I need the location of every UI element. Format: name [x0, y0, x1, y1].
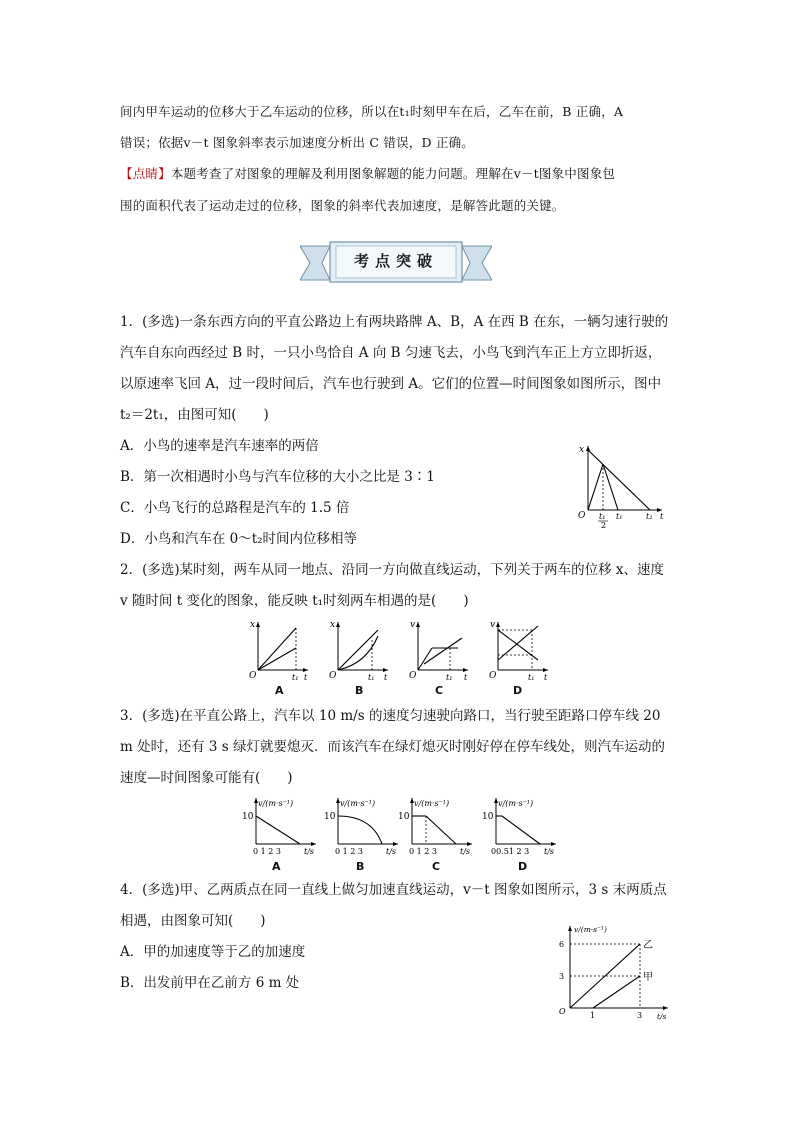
- q3a-v: 10: [242, 812, 254, 822]
- q4-option-b: B．出发前甲在乙前方 6 m 处: [120, 975, 300, 991]
- q2-label-c: C: [435, 684, 444, 697]
- q1-axis-y: x: [579, 445, 585, 455]
- q1-t1half-top: t₁: [599, 512, 606, 521]
- q1-option-b: B．第一次相遇时小鸟与汽车位移的大小之比是 3∶1: [120, 469, 435, 485]
- q4-option-a: A．甲的加速度等于乙的加速度: [120, 944, 306, 960]
- q1-graph: [570, 440, 670, 528]
- q2a-o: O: [249, 671, 257, 681]
- q3-label-b: B: [356, 860, 365, 873]
- banner-title: 考点突破: [353, 252, 438, 270]
- q2a-y: x: [250, 620, 256, 630]
- tip-line-2: 围的面积代表了运动走过的位移，图象的斜率代表加速度，是解答此题的关键。: [120, 198, 565, 213]
- q3-graph-b: [322, 796, 402, 858]
- q4-graph: [556, 922, 674, 1022]
- q3c-ticks: 0 1 2 3: [409, 847, 437, 856]
- q4-v3: 3: [559, 972, 565, 981]
- q3-label-c: C: [432, 860, 441, 873]
- q3d-ylab: v/(m·s⁻¹): [498, 799, 534, 808]
- q3b-t: t/s: [386, 847, 397, 856]
- q2a-t1: t₁: [292, 673, 299, 682]
- q1-origin: O: [578, 511, 586, 521]
- q2c-t: t: [464, 673, 468, 682]
- q4-t: t/s: [657, 1012, 667, 1021]
- tip-tag: 【点睛】: [120, 166, 171, 181]
- q4-o: O: [559, 1007, 566, 1016]
- q2-label-d: D: [513, 684, 523, 697]
- q3-label-d: D: [518, 860, 528, 873]
- q3-graph-a: [240, 796, 320, 858]
- tip-text-1: 本题考查了对图象的理解及利用图象解题的能力问题。理解在v－t图象中图象包: [170, 166, 616, 181]
- q3b-ylab: v/(m·s⁻¹): [340, 799, 376, 808]
- q4-line-2: 相遇，由图象可知( ): [120, 913, 266, 929]
- q1-option-c: C．小鸟飞行的总路程是汽车的 1.5 倍: [120, 500, 350, 516]
- q2c-t1: t₁: [446, 673, 453, 682]
- q2b-y: x: [330, 620, 336, 630]
- q1-line-1: 1．(多选)一条东西方向的平直公路边上有两块路牌 A、B，A 在西 B 在东，一辆匀速行驶的: [120, 314, 669, 330]
- q3a-ticks: 0 1 2 3: [253, 847, 281, 856]
- q2b-t: t: [384, 673, 388, 682]
- q3-line-3: 速度—时间图象可能有( ): [120, 770, 293, 786]
- q2c-y: v: [410, 620, 416, 630]
- q2d-y: v: [490, 620, 496, 630]
- q1-t2: t₂: [646, 512, 653, 521]
- intro-line-1: 间内甲车运动的位移大于乙车运动的位移，所以在t₁时刻甲车在后，乙车在前，B 正确，A: [120, 104, 624, 119]
- q1-option-a: A．小鸟的速率是汽车速率的两倍: [120, 438, 319, 454]
- q1-line-3: 以原速率飞回 A，过一段时间后，汽车也行驶到 A。它们的位置—时间图象如图所示，图中: [120, 376, 662, 392]
- q2-graph-c: [406, 618, 472, 682]
- q1-line-4: t₂＝2t₁，由图可知( ): [120, 407, 269, 423]
- q2-graph-d: [486, 618, 552, 682]
- q4-v6: 6: [559, 940, 565, 949]
- q3c-v: 10: [398, 812, 410, 822]
- q4-t3: 3: [637, 1011, 643, 1020]
- q2c-o: O: [409, 671, 417, 681]
- q1-t1half-bot: 2: [601, 521, 607, 528]
- q4-label-jia: 甲: [643, 972, 653, 983]
- q3-line-1: 3．(多选)在平直公路上，汽车以 10 m/s 的速度匀速驶向路口，当行驶至距路口停车线 20: [120, 708, 661, 724]
- q4-label-yi: 乙: [643, 940, 653, 951]
- q2-label-a: A: [275, 684, 284, 697]
- q3c-t: t/s: [460, 847, 471, 856]
- q4-ylab: v/(m·s⁻¹): [574, 925, 607, 934]
- q3-line-2: m 处时，还有 3 s 绿灯就要熄灭．而该汽车在绿灯熄灭时刚好停在停车线处，则汽车运动的: [120, 739, 665, 755]
- q2-graph-b: [326, 618, 392, 682]
- q3b-v: 10: [324, 812, 336, 822]
- q3a-ylab: v/(m·s⁻¹): [258, 799, 294, 808]
- q3d-v: 10: [482, 812, 494, 822]
- q2d-t: t: [544, 673, 548, 682]
- q1-option-d: D．小鸟和汽车在 0～t₂时间内位移相等: [120, 531, 358, 547]
- q2-line-1: 2．(多选)某时刻，两车从同一地点、沿同一方向做直线运动，下列关于两车的位移 x、速度: [120, 562, 665, 578]
- q4-line-1: 4．(多选)甲、乙两质点在同一直线上做匀加速直线运动，v－t 图象如图所示，3 s 末两质点: [120, 882, 667, 898]
- q3a-t: t/s: [304, 847, 315, 856]
- q2d-t1: t₁: [528, 673, 535, 682]
- q3-label-a: A: [272, 860, 281, 873]
- q2a-t: t: [304, 673, 308, 682]
- q3-graph-c: [396, 796, 476, 858]
- q1-t1: t₁: [616, 512, 623, 521]
- q1-line-2: 汽车自东向西经过 B 时，一只小鸟恰自 A 向 B 匀速飞去，小鸟飞到汽车正上方立即折返，: [120, 345, 662, 361]
- q3d-t: t/s: [544, 847, 555, 856]
- q3b-ticks: 0 1 2 3: [335, 847, 363, 856]
- q3-graph-d: [480, 796, 560, 858]
- q3d-ticks: 00.51 2 3: [491, 847, 530, 856]
- q1-t: t: [660, 512, 664, 521]
- tip-line-1: [120, 164, 615, 184]
- q2b-o: O: [329, 671, 337, 681]
- q4-t1: 1: [590, 1011, 596, 1020]
- intro-line-2: 错误；依据v－t 图象斜率表示加速度分析出 C 错误，D 正确。: [120, 135, 474, 150]
- q2b-t1: t₁: [368, 673, 375, 682]
- q2-line-2: v 随时间 t 变化的图象，能反映 t₁时刻两车相遇的是( ): [120, 593, 469, 609]
- q3c-ylab: v/(m·s⁻¹): [414, 799, 450, 808]
- q2-label-b: B: [355, 684, 364, 697]
- q2-graph-a: [246, 618, 312, 682]
- q2d-o: O: [489, 671, 497, 681]
